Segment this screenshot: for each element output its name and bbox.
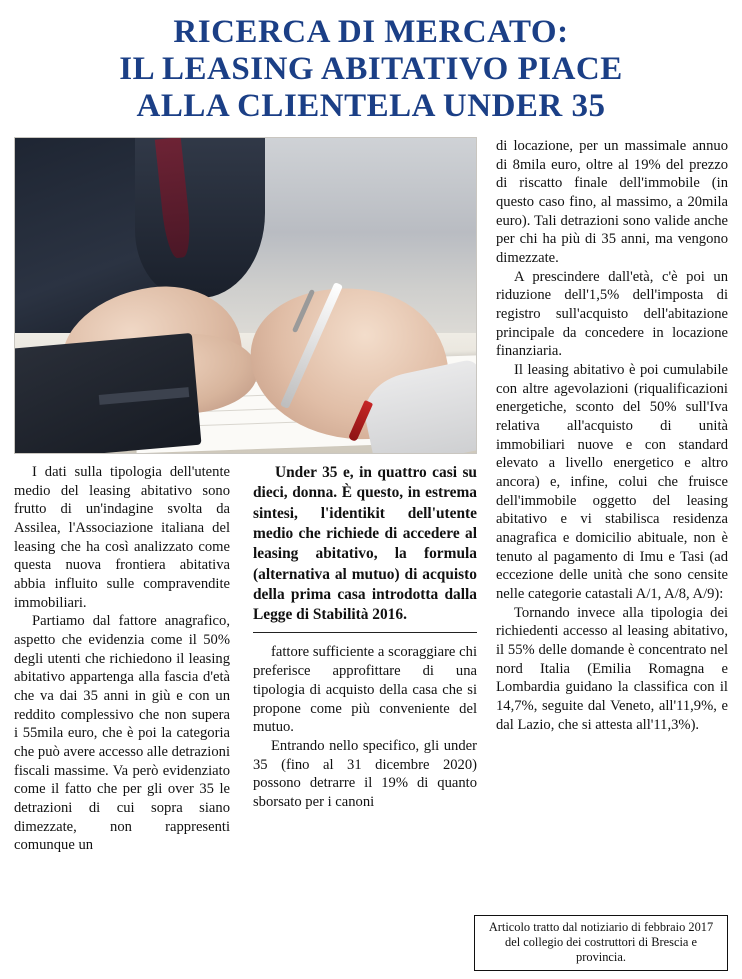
paragraph: fattore sufficiente a scoraggiare chi preferisce approfittare di una tipologia di acquisto della casa che si propone come più conveniente del mutuo. [253,644,477,736]
headline-line-2: IL LEASING ABITATIVO PIACE [119,50,623,87]
paragraph: A prescindere dall'età, c'è poi un riduzione dell'1,5% dell'imposta di registro sull'acquisto dell'abitazione principale da concedere in locazione finanziaria. [496,268,728,360]
lower-left-columns [14,463,477,937]
paragraph: di locazione, per un massimale annuo di 8mila euro, oltre al 19% del prezzo di riscatto finale dell'immobile (in questo caso fino, al massimo, a 20mila euro). Tali detrazioni sono valide anche per chi ha più di 35 anni, ma vengono dimezzate. [496,137,728,266]
credit-line-1: Articolo tratto dal notiziario di febbraio 2017 [488,920,714,935]
headline-line-3: ALLA CLIENTELA UNDER 35 [136,87,606,124]
page-title [14,10,728,127]
article-photo [14,137,477,454]
source-credit-box [474,915,728,971]
text-column-2 [253,463,477,937]
text-column-3 [496,137,728,937]
left-region [14,137,477,937]
pull-quote: Under 35 e, in quattro casi su dieci, donna. È questo, in estrema sintesi, l'identikit dell'utente medio che richiede di accedere al leasing abitativo, la formula (alternativa al mutuo) di acquisto della prima casa introdotta dalla Legge di Stabilità 2016. [253,463,477,634]
headline-line-1: RICERCA DI MERCATO: [173,14,569,50]
paragraph: I dati sulla tipologia dell'utente medio del leasing abitativo sono frutto di un'indagine svolta da Assilea, l'Associazione italiana del leasing che ha così analizzato come questa nuova frontiera abitativa abbia influito sulle compravendite immobiliari. [14,463,230,611]
paragraph: Il leasing abitativo è poi cumulabile con altre agevolazioni (riqualificazioni energetiche, sconto del 50% sull'Iva relativa all'acquisto di unità immobiliari nuove e con standard elevato a livello energetico e altro ancora) e, infine, colui che fruisce dell'immobile oggetto del leasing abitativo e vi stabilisca residenza anagrafica e domicilio abituale, non è tenuto al pagamento di Imu e Tasi (ad eccezione delle unità che sono censite nelle categorie catastali A/1, A/8, A/9): [496,361,728,602]
paragraph: Tornando invece alla tipologia dei richiedenti accesso al leasing abitativo, il 55% delle domande è concentrato nel nord Italia (Emilia Romagna e Lombardia guidano la classifica con il 14,7%, seguite dal Veneto, all'11,9%, e dal Lazio, che si attesta all'11,3%). [496,604,728,733]
article-body [14,137,728,937]
text-column-1 [14,463,230,937]
paragraph: Entrando nello specifico, gli under 35 (fino al 31 dicembre 2020) possono detrarre il 19% di quanto sborsato per i canoni [253,737,477,810]
paragraph: Partiamo dal fattore anagrafico, aspetto che evidenzia come il 50% degli utenti che richiedono il leasing abitativo appartenga alla fascia d'età che va dai 35 anni in giù e con un reddito complessivo che non supera i 55mila euro, che è poi la categoria che può avere accesso alle detrazioni fiscali massime. Va però evidenziato come il fatto che per gli over 35 le detrazioni di cui sopra siano dimezzate, non rappresenti comunque un [14,613,230,854]
credit-line-2: del collegio dei costruttori di Brescia e provincia. [505,935,697,965]
